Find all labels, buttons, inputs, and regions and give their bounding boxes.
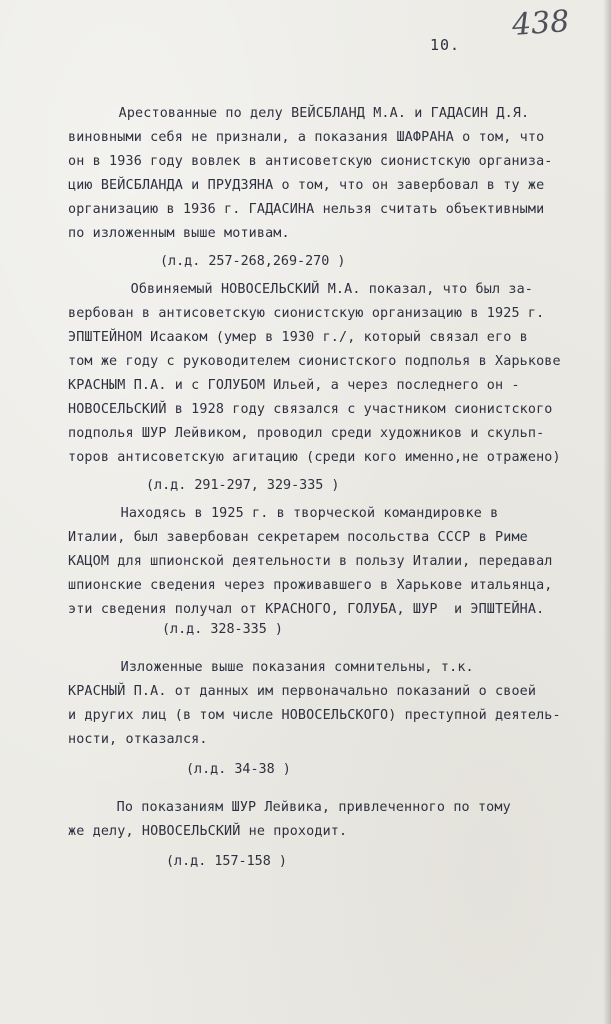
case-reference: (л.д. 257-268,269-270 ) xyxy=(160,254,346,269)
text-line: Изложенные выше показания сомнительны, т.к. xyxy=(96,660,474,675)
page-edge-shadow xyxy=(603,0,611,1024)
text-line: он в 1936 году вовлек в антисоветскую сионистскую организа- xyxy=(68,154,553,169)
case-reference: (л.д. 157-158 ) xyxy=(166,854,287,869)
text-line: Обвиняемый НОВОСЕЛЬСКИЙ М.А. показал, что был за- xyxy=(106,282,534,297)
text-line: По показаниям ШУР Лейвика, привлеченного по тому xyxy=(92,800,511,815)
text-line: КРАСНЫЙ П.А. от данных им первоначально показаний о своей xyxy=(68,684,537,699)
text-line: подполья ШУР Лейвиком, проводил среди художников и скульп- xyxy=(68,426,545,441)
text-line: шпионские сведения через проживавшего в Харькове итальянца, xyxy=(68,578,553,593)
text-line: организацию в 1936 г. ГАДАСИНА нельзя считать объективными xyxy=(68,202,545,217)
text-line: по изложенным выше мотивам. xyxy=(68,226,290,241)
text-line: цию ВЕЙСБЛАНДА и ПРУДЗЯНА о том, что он завербовал в ту же xyxy=(68,178,545,193)
text-line: вербован в антисоветскую сионистскую организацию в 1925 г. xyxy=(68,306,545,321)
text-line: КАЦОМ для шпионской деятельности в пользу Италии, передавал xyxy=(68,554,553,569)
text-line: же делу, НОВОСЕЛЬСКИЙ не проходит. xyxy=(68,824,348,839)
text-line: Арестованные по делу ВЕЙСБЛАНД М.А. и ГАДАСИН Д.Я. xyxy=(94,106,530,121)
text-line: ЭПШТЕЙНОМ Исааком (умер в 1930 г./, который связал его в xyxy=(68,330,528,345)
text-line: и других лиц (в том числе НОВОСЕЛЬСКОГО) преступной деятель- xyxy=(68,708,561,723)
text-line: Находясь в 1925 г. в творческой командировке в xyxy=(96,506,499,521)
page-number: 10. xyxy=(430,36,461,54)
text-line: торов антисоветскую агитацию (среди кого именно,не отражено) xyxy=(68,450,561,465)
case-reference: (л.д. 291-297, 329-335 ) xyxy=(146,478,340,493)
text-line: НОВОСЕЛЬСКИЙ в 1928 году связался с участником сионистского xyxy=(68,402,553,417)
case-reference: (л.д. 34-38 ) xyxy=(186,762,291,777)
text-line: КРАСНЫМ П.А. и с ГОЛУБОМ Ильей, а через последнего он - xyxy=(68,378,520,393)
case-reference: (л.д. 328-335 ) xyxy=(162,622,283,637)
text-line: ности, отказался. xyxy=(68,732,208,747)
text-line: виновными себя не признали, а показания ШАФРАНА о том, что xyxy=(68,130,545,145)
text-line: эти сведения получал от КРАСНОГО, ГОЛУБА, ШУР и ЭПШТЕЙНА. xyxy=(68,602,545,617)
text-line: том же году с руководителем сионистского подполья в Харькове xyxy=(68,354,561,369)
text-line: Италии, был завербован секретарем посольства СССР в Риме xyxy=(68,530,528,545)
handwritten-archive-number: 438 xyxy=(510,4,571,43)
